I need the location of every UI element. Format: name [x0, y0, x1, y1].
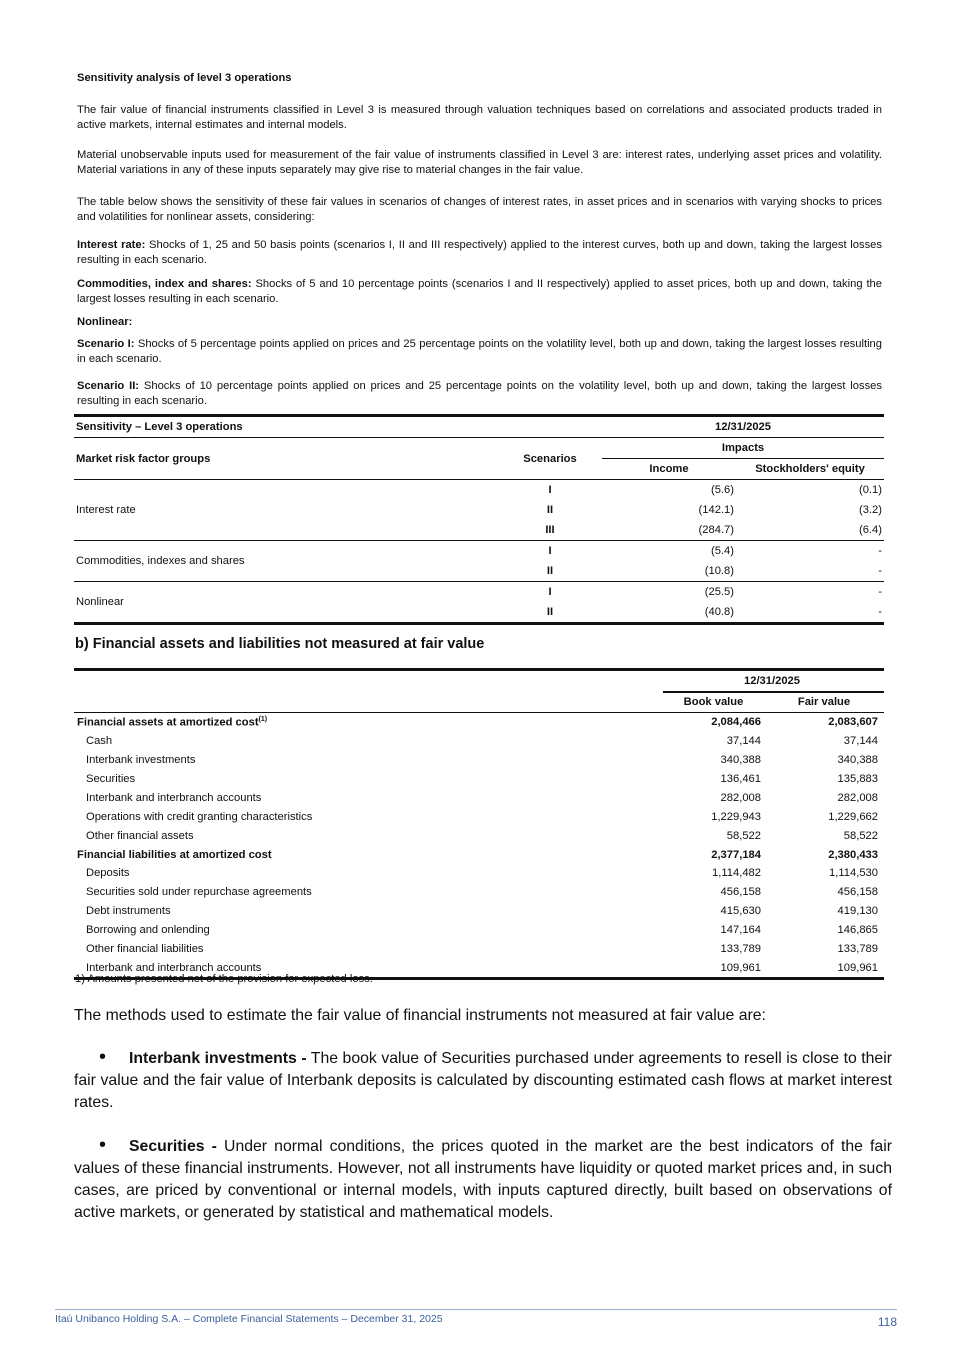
fair-value: 133,789: [837, 943, 878, 956]
book-value: 282,008: [720, 791, 761, 804]
table-row: [74, 883, 884, 902]
label-text: Other financial assets: [86, 829, 194, 842]
col-header: Book value: [683, 696, 744, 709]
scenario: I: [498, 541, 602, 562]
table-row: [74, 788, 884, 807]
row-label: [74, 751, 663, 770]
fair-value: 135,883: [837, 773, 878, 785]
text: Shocks of 5 and 10 percentage points (scenarios I and II respectively) applied to asset prices, both up and down, taking the largest losses resulting in each scenario.: [77, 278, 882, 305]
fair-value: 2,380,433: [828, 848, 878, 861]
bullet-icon: •: [99, 1046, 107, 1068]
scenario: I: [498, 582, 602, 603]
equity-value: (6.4): [858, 524, 882, 536]
fair-value: 37,144: [843, 735, 878, 748]
bullet-item: [74, 1134, 892, 1224]
table-row: [74, 826, 884, 845]
group-name: Interest rate: [76, 504, 136, 516]
label-text: Securities: [86, 773, 136, 785]
row-label: [74, 864, 663, 883]
label: Interbank investments -: [129, 1050, 307, 1067]
row-label: [74, 845, 663, 864]
col-header: Impacts: [602, 438, 884, 459]
footer-text: Itaú Unibanco Holding S.A. – Complete Financial Statements – December 31, 2025: [55, 1313, 443, 1325]
table-row: [74, 940, 884, 959]
col-header: Market risk factor groups: [76, 452, 211, 465]
fair-value: 58,522: [843, 829, 878, 842]
label-text: Interbank and interbranch accounts: [86, 961, 262, 974]
income-value: (40.8): [704, 606, 734, 618]
book-value: 133,789: [720, 943, 761, 956]
label-text: Operations with credit granting characteristics: [86, 810, 313, 823]
book-value: 415,630: [720, 905, 761, 918]
book-value: 2,377,184: [711, 848, 761, 861]
text: Shocks of 10 percentage points applied on prices and 25 percentage points on the volatility level, both up and down, taking the largest losses resulting in each scenario.: [77, 380, 883, 407]
row-label: [74, 940, 663, 959]
fair-value: 1,229,662: [828, 810, 878, 823]
table-row: [74, 921, 884, 940]
label: Scenario II:: [77, 380, 140, 392]
book-value: 136,461: [720, 773, 761, 785]
date-header: 12/31/2025: [663, 670, 884, 693]
equity-value: (3.2): [858, 504, 882, 516]
equity-value: -: [736, 541, 884, 562]
table-row: [74, 541, 884, 562]
label-text: Interbank investments: [86, 754, 196, 767]
col-header: Stockholders' equity: [755, 463, 865, 475]
table-row: [74, 864, 884, 883]
book-value: 1,114,482: [712, 867, 761, 880]
date-header: 12/31/2025: [715, 421, 771, 433]
fair-value: 456,158: [837, 886, 878, 899]
paragraph: [77, 337, 882, 367]
book-value: 109,961: [720, 961, 761, 974]
footnote: 1) Amounts presented net of the provision for expected loss.: [75, 973, 373, 985]
fair-value: 282,008: [837, 791, 878, 804]
row-label: [74, 788, 663, 807]
label: Scenario I:: [77, 338, 135, 350]
income-value: (142.1): [698, 504, 734, 516]
bullet-icon: •: [99, 1134, 107, 1156]
sensitivity-table: [74, 414, 884, 625]
footnote-ref: (1): [258, 715, 268, 723]
paragraph: The methods used to estimate the fair value of financial instruments not measured at fair value are:: [74, 1007, 766, 1024]
label-text: Financial liabilities at amortized cost: [77, 848, 272, 861]
book-value: 147,164: [720, 924, 761, 937]
label-text: Other financial liabilities: [86, 943, 204, 956]
income-value: (5.4): [602, 541, 736, 562]
scenario: I: [548, 484, 552, 496]
scenario: II: [546, 565, 554, 577]
fair-value: 146,865: [837, 924, 878, 937]
paragraph: [77, 238, 882, 268]
row-label: [74, 712, 663, 731]
scenario: III: [545, 524, 555, 536]
table-row: [74, 582, 884, 603]
table-row: [74, 732, 884, 751]
label: Commodities, index and shares:: [77, 278, 252, 290]
col-header: Income: [649, 463, 689, 475]
income-value: (5.6): [710, 484, 734, 496]
table-title: Sensitivity – Level 3 operations: [76, 421, 243, 433]
text: Under normal conditions, the prices quoted in the market are the best indicators of the fair values of these financial instruments. However, not all instruments have liquidity or quoted market prices and, in such cases, are priced by conventional or internal models, with inputs captured directly, built based on observations of active markets, or generated by statistical and mathematical models.: [74, 1138, 892, 1221]
label-text: Debt instruments: [86, 905, 171, 918]
table-row: [74, 770, 884, 789]
fair-value-table: [74, 668, 884, 980]
book-value: 58,522: [726, 829, 761, 842]
income-value: (25.5): [602, 582, 736, 603]
table-row: [74, 751, 884, 770]
text: Shocks of 5 percentage points applied on prices and 25 percentage points on the volatility level, both up and down, taking the largest losses resulting in each scenario.: [77, 338, 883, 365]
paragraph: The table below shows the sensitivity of these fair values in scenarios of changes of interest rates, in asset prices and in scenarios with varying shocks to prices and volatilities for nonlinear assets, considering:: [77, 196, 882, 223]
group-name: Nonlinear: [74, 582, 498, 624]
equity-value: -: [878, 565, 882, 577]
row-label: [74, 732, 663, 751]
row-label: [74, 883, 663, 902]
row-label: [74, 807, 663, 826]
row-label: [74, 921, 663, 940]
scenario: II: [546, 504, 554, 516]
label-text: Borrowing and onlending: [86, 924, 210, 937]
equity-value: -: [878, 606, 882, 618]
page-footer: [55, 1309, 897, 1329]
table-row: [74, 845, 884, 864]
fair-value: 419,130: [837, 905, 878, 918]
equity-value: (0.1): [858, 484, 882, 496]
label-text: Securities sold under repurchase agreements: [86, 886, 312, 899]
label-text: Financial assets at amortized cost: [77, 716, 259, 729]
paragraph: Material unobservable inputs used for measurement of the fair value of instruments classified in Level 3 are: interest rates, underlying asset prices and volatility. Material variations in any of these inputs separately may give rise to material changes in the fair value.: [77, 149, 882, 176]
fair-value: 2,083,607: [828, 716, 878, 729]
row-label: [74, 826, 663, 845]
col-header: Fair value: [797, 696, 851, 709]
paragraph: [77, 277, 882, 307]
label-text: Interbank and interbranch accounts: [86, 791, 262, 804]
paragraph: The fair value of financial instruments classified in Level 3 is measured through valuation techniques based on correlations and associated products traded in active markets, internal estimates and internal models.: [77, 104, 882, 131]
equity-value: -: [736, 582, 884, 603]
book-value: 37,144: [726, 735, 761, 748]
label-text: Cash: [86, 735, 113, 748]
paragraph: Nonlinear:: [77, 316, 133, 328]
section-b-heading: b) Financial assets and liabilities not measured at fair value: [75, 636, 485, 652]
fair-value: 340,388: [837, 754, 878, 767]
fair-value: 1,114,530: [829, 867, 878, 880]
book-value: 2,084,466: [711, 716, 761, 729]
group-name: Commodities, indexes and shares: [74, 541, 498, 582]
text: Shocks of 1, 25 and 50 basis points (scenarios I, II and III respectively) applied to the interest curves, both up and down, taking the largest losses resulting in each scenario.: [77, 239, 882, 266]
table-row: [74, 807, 884, 826]
income-value: (10.8): [704, 565, 734, 577]
col-header: Scenarios: [523, 452, 577, 465]
row-label: [74, 902, 663, 921]
label-text: Deposits: [86, 867, 130, 880]
table-row: [74, 902, 884, 921]
table-row: [74, 480, 884, 501]
page-number: 118: [877, 1315, 897, 1329]
row-label: [74, 770, 663, 789]
section-heading: Sensitivity analysis of level 3 operations: [77, 72, 292, 84]
label: Interest rate:: [77, 239, 146, 251]
table-row: [74, 712, 884, 731]
bullet-item: [74, 1046, 892, 1114]
paragraph: [77, 379, 882, 409]
fair-value: 109,961: [837, 961, 878, 974]
income-value: (284.7): [698, 524, 734, 536]
label: Securities -: [129, 1138, 217, 1155]
text: The book value of Securities purchased under agreements to resell is close to their fair value and the fair value of Interbank deposits is calculated by discounting estimated cash flows at market interest rates.: [74, 1050, 892, 1111]
scenario: II: [546, 606, 554, 618]
book-value: 456,158: [720, 886, 761, 899]
book-value: 340,388: [720, 754, 761, 767]
book-value: 1,229,943: [711, 810, 761, 823]
